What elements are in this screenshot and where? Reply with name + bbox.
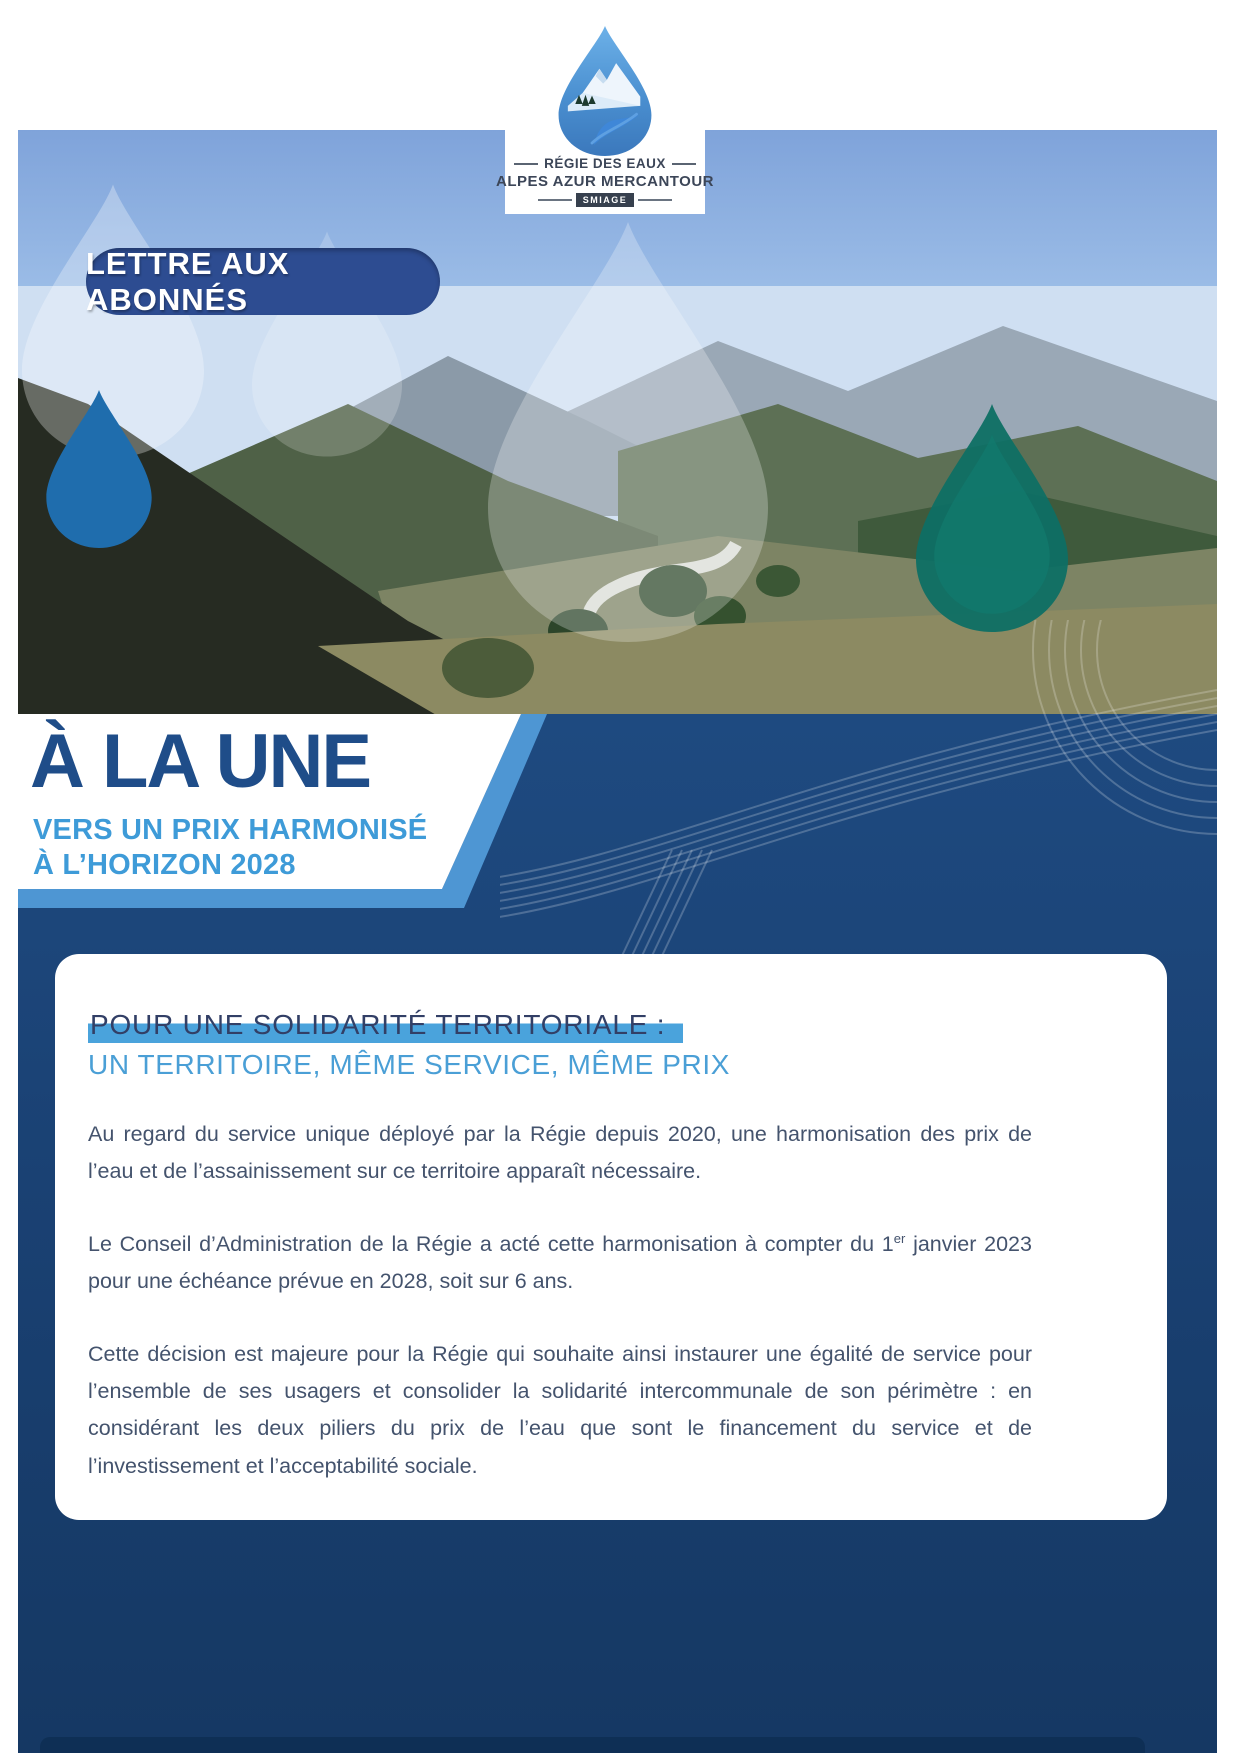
badge-line-decor	[638, 199, 672, 201]
water-drop-decor-icon	[252, 158, 402, 530]
headline-title: À LA UNE	[30, 719, 371, 804]
headline-subtitle	[33, 813, 473, 883]
article-heading-line1	[88, 1009, 1032, 1041]
footer-bar	[40, 1737, 1145, 1753]
headline-subtitle-line1: VERS UN PRIX HARMONISÉ	[33, 814, 428, 846]
water-drop-mountain-logo-icon	[557, 26, 653, 156]
badge-row	[538, 193, 673, 207]
headline-subtitle-line2: À L’HORIZON 2028	[33, 849, 296, 881]
ordinal-superscript: er	[893, 1230, 906, 1246]
water-drop-decor-icon	[478, 222, 778, 642]
water-drop-teal-icon	[916, 398, 1068, 638]
smiage-badge: SMIAGE	[576, 193, 635, 207]
badge-line-decor	[538, 199, 572, 201]
article-heading-line2: UN TERRITOIRE, MÊME SERVICE, MÊME PRIX	[88, 1049, 731, 1080]
brand-row-1	[514, 156, 696, 171]
article-paragraph-2: Le Conseil d’Administration de la Régie a acté cette harmonisation à compter du 1er janvier 2023 pour une échéance prévue en 2028, soit sur 6 ans.	[88, 1230, 1032, 1294]
brand-name-line2: ALPES AZUR MERCANTOUR	[496, 173, 715, 190]
logo-box	[496, 0, 715, 214]
dash-decor	[514, 163, 538, 165]
article-paragraph-3: Cette décision est majeure pour la Régie qui souhaite ainsi instaurer une égalité de service pour l’ensemble de ses usagers et consolider la solidarité intercommunale de son périmètre : en considérant les deux piliers du prix de l’eau que sont le financement du service et de l’investissement et l’acceptabilité sociale.	[88, 1341, 1032, 1478]
subscriber-letter-banner	[86, 245, 440, 317]
banner-label: LETTRE AUX ABONNÉS	[86, 245, 290, 317]
dash-decor	[672, 163, 696, 165]
brand-name-line1: RÉGIE DES EAUX	[544, 156, 666, 171]
article-card	[55, 954, 1167, 1520]
article-paragraph-1: Au regard du service unique déployé par la Régie depuis 2020, une harmonisation des prix de l’eau et de l’assainissement sur ce territoire apparaît nécessaire.	[88, 1122, 1032, 1184]
water-drop-solid-icon	[46, 390, 152, 548]
article-heading-highlight: POUR UNE SOLIDARITÉ TERRITORIALE :	[88, 1009, 683, 1043]
